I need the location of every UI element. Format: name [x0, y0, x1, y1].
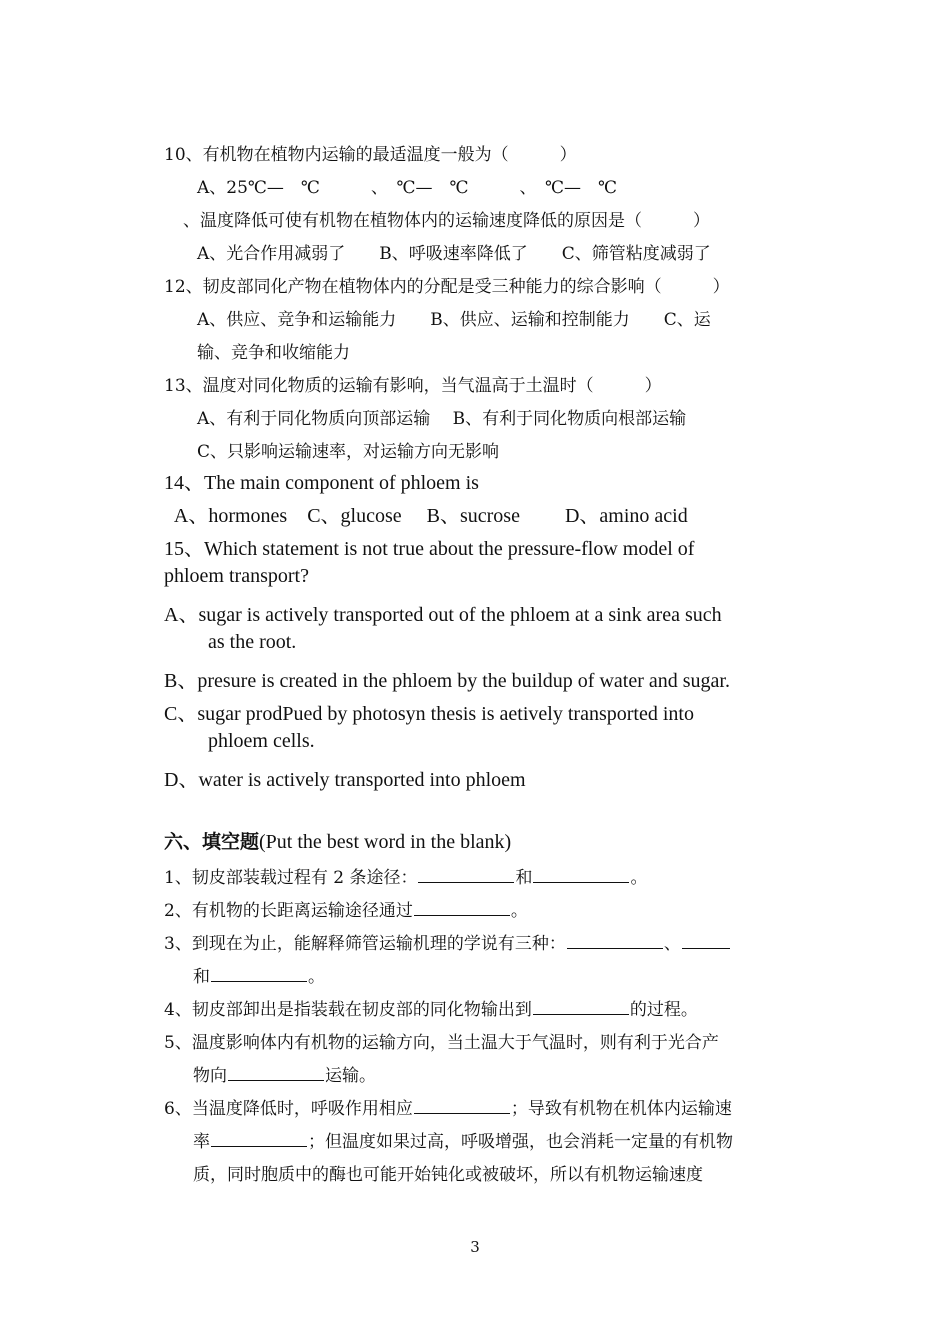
fill-question-5: 5、温度影响体内有机物的运输方向，当土温大于气温时，则有利于光合产	[164, 1033, 719, 1053]
fill-q3-blank-3[interactable]	[211, 965, 307, 982]
section-heading	[164, 827, 511, 854]
fill-q6-blank-2[interactable]	[211, 1130, 307, 1147]
fill-q6-text-4: ；但温度如果过高，呼吸增强，也会消耗一定量的有机物	[308, 1132, 733, 1152]
fill-q6-text-2: ；导致有机物在机体内运输速	[510, 1099, 732, 1119]
fill-q1-blank-1[interactable]	[418, 866, 514, 883]
question-15-option-d: D、water is actively transported into phloem	[164, 769, 526, 791]
question-11-options: A、光合作用减弱了 B、呼吸速率降低了 C、筛管粘度减弱了	[197, 244, 711, 264]
fill-q2-text: 2、有机物的长距离运输途径通过	[164, 901, 413, 921]
question-12-stem: 12、韧皮部同化产物在植物体内的分配是受三种能力的综合影响（ ）	[164, 277, 730, 297]
fill-q3-blank-2[interactable]	[682, 932, 730, 949]
fill-question-6-cont	[193, 1127, 733, 1152]
fill-q2-blank[interactable]	[414, 899, 510, 916]
question-12-options-line2: 输、竞争和收缩能力	[197, 343, 350, 363]
fill-question-2	[164, 896, 528, 921]
fill-q2-end: 。	[510, 901, 528, 921]
fill-q5-blank[interactable]	[228, 1064, 324, 1081]
fill-q6-blank-1[interactable]	[414, 1097, 510, 1114]
fill-q3-text: 3、到现在为止，能解释筛管运输机理的学说有三种：	[164, 934, 566, 954]
question-14-options: A、hormones C、glucose B、sucrose D、amino acid	[170, 505, 688, 527]
question-15-option-b: B、presure is created in the phloem by the buildup of water and sugar.	[164, 670, 730, 692]
question-15-stem-line2: phloem transport?	[164, 565, 309, 587]
fill-q6-text: 6、当温度降低时，呼吸作用相应	[164, 1099, 413, 1119]
fill-q4-blank[interactable]	[533, 998, 629, 1015]
question-12-options-line1: A、供应、竞争和运输能力 B、供应、运输和控制能力 C、运	[197, 310, 711, 330]
question-10-stem: 10、有机物在植物内运输的最适温度一般为（ ）	[164, 145, 577, 165]
question-15-option-c-line1: C、sugar prodPued by photosyn thesis is aetively transported into	[164, 703, 694, 725]
fill-q4-text: 4、韧皮部卸出是指装载在韧皮部的同化物输出到	[164, 1000, 532, 1020]
page-number: 3	[470, 1238, 480, 1256]
question-13-stem: 13、温度对同化物质的运输有影响，当气温高于土温时（ ）	[164, 376, 662, 396]
question-15-option-c-line2: phloem cells.	[208, 730, 315, 752]
question-15-stem-line1: 15、Which statement is not true about the pressure-flow model of	[164, 538, 695, 560]
question-10-options: A、25℃— ℃ 、 ℃— ℃ 、 ℃— ℃	[197, 178, 618, 198]
fill-q5-text: 物向	[193, 1066, 227, 1086]
fill-question-4	[164, 995, 698, 1020]
fill-q1-end: 。	[630, 868, 648, 888]
fill-q1-text: 1、韧皮部装载过程有 2 条途径：	[164, 868, 418, 888]
section-heading-en: (Put the best word in the blank)	[259, 831, 512, 853]
fill-q1-connector: 和	[515, 868, 533, 888]
fill-q6-text-3: 率	[193, 1132, 210, 1152]
fill-question-6-cont-2: 质，同时胞质中的酶也可能开始钝化或被破坏，所以有机物运输速度	[193, 1165, 703, 1185]
fill-q3-blank-1[interactable]	[567, 932, 663, 949]
section-heading-cn: 六、填空题	[164, 831, 260, 853]
fill-q3-sep: 、	[663, 934, 681, 954]
question-14-stem: 14、The main component of phloem is	[164, 472, 479, 494]
question-15-option-a-line2: as the root.	[208, 631, 297, 653]
question-15-option-a-line1: A、sugar is actively transported out of the phloem at a sink area such	[164, 604, 722, 626]
fill-question-3	[164, 929, 731, 954]
question-11-stem: 、温度降低可使有机物在植物体内的运输速度降低的原因是（ ）	[183, 211, 710, 231]
fill-question-1	[164, 863, 647, 888]
question-13-options-line1: A、有利于同化物质向顶部运输 B、有利于同化物质向根部运输	[197, 409, 687, 429]
fill-q1-blank-2[interactable]	[533, 866, 629, 883]
fill-q3-end: 。	[308, 967, 325, 987]
question-13-options-line2: C、只影响运输速率，对运输方向无影响	[197, 442, 500, 462]
fill-q5-end: 运输。	[325, 1066, 376, 1086]
fill-q4-end: 的过程。	[629, 1000, 698, 1020]
fill-question-3-cont	[193, 962, 325, 987]
fill-q3-connector: 和	[193, 967, 210, 987]
fill-question-5-cont	[193, 1061, 376, 1086]
fill-question-6	[164, 1094, 732, 1119]
